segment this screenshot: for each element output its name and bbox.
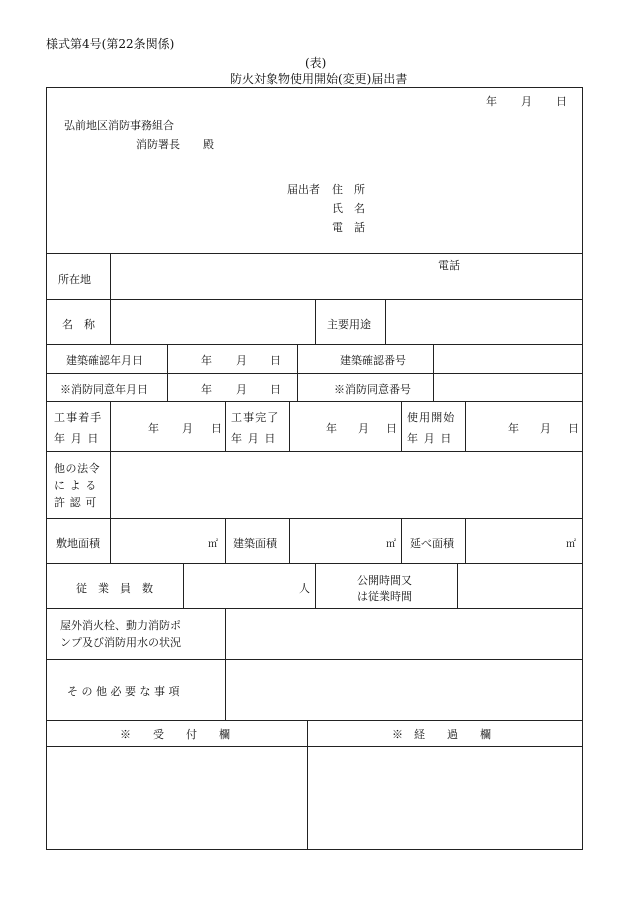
building-confirm-number-label: 建築確認番号 bbox=[340, 354, 406, 367]
building-area-label: 建築面積 bbox=[233, 537, 277, 550]
divider bbox=[465, 401, 466, 451]
fire-equipment-label-2: ンプ及び消防用水の状況 bbox=[60, 636, 181, 649]
construction-end-label-2: 年 月 日 bbox=[231, 432, 277, 445]
divider bbox=[307, 720, 308, 850]
people-unit: 人 bbox=[299, 582, 310, 595]
location-phone-label: 電話 bbox=[438, 259, 460, 272]
addressee-honorific: 殿 bbox=[203, 138, 214, 151]
other-law-label-2: に よ る bbox=[54, 479, 97, 492]
building-area-unit: ㎡ bbox=[386, 539, 396, 550]
divider bbox=[289, 401, 290, 451]
divider bbox=[401, 518, 402, 563]
main-use-label: 主要用途 bbox=[327, 318, 371, 331]
ymd-month: 月 bbox=[182, 422, 193, 435]
ymd-month: 月 bbox=[236, 383, 247, 396]
divider bbox=[315, 563, 316, 608]
divider bbox=[225, 608, 226, 720]
divider bbox=[167, 344, 168, 401]
divider bbox=[46, 608, 583, 609]
ymd-year: 年 bbox=[201, 383, 212, 396]
divider bbox=[225, 401, 226, 451]
public-hours-label: 公開時間又 bbox=[357, 574, 412, 587]
divider bbox=[401, 401, 402, 451]
employees-label: 従 業 員 数 bbox=[76, 582, 153, 595]
divider bbox=[297, 344, 298, 401]
divider bbox=[465, 518, 466, 563]
divider bbox=[46, 344, 583, 345]
divider bbox=[46, 659, 583, 660]
ymd-year: 年 bbox=[326, 422, 337, 435]
name-label: 名 称 bbox=[62, 318, 95, 331]
divider bbox=[46, 746, 583, 747]
use-start-label: 使用開始 bbox=[407, 411, 456, 424]
construction-end-label: 工事完了 bbox=[231, 411, 280, 424]
site-area-label: 敷地面積 bbox=[56, 537, 100, 550]
ymd-day: 日 bbox=[568, 422, 579, 435]
form-title: 防火対象物使用開始(変更)届出書 bbox=[230, 72, 408, 86]
floor-area-label: 延べ面積 bbox=[410, 537, 454, 550]
divider bbox=[315, 299, 316, 344]
divider bbox=[183, 563, 184, 608]
progress-label: ※ 経 過 欄 bbox=[392, 728, 491, 741]
notifier-label: 届出者 bbox=[287, 183, 320, 196]
building-confirm-date-label: 建築確認年月日 bbox=[66, 354, 143, 367]
divider bbox=[46, 720, 583, 721]
ymd-year: 年 bbox=[508, 422, 519, 435]
floor-area-unit: ㎡ bbox=[566, 539, 576, 550]
divider bbox=[46, 401, 583, 402]
divider bbox=[289, 518, 290, 563]
date-month: 月 bbox=[521, 95, 532, 108]
fire-equipment-label: 屋外消火栓、動力消防ポ bbox=[60, 619, 181, 632]
other-law-label: 他の法令 bbox=[54, 462, 101, 475]
notifier-address-label: 住 所 bbox=[332, 183, 365, 196]
ymd-month: 月 bbox=[358, 422, 369, 435]
divider bbox=[46, 518, 583, 519]
notifier-name-label: 氏 名 bbox=[332, 202, 365, 215]
construction-start-label: 工事着手 bbox=[54, 411, 103, 424]
divider bbox=[46, 451, 583, 452]
date-year: 年 bbox=[486, 95, 497, 108]
other-law-label-3: 許 認 可 bbox=[54, 496, 97, 509]
divider bbox=[46, 253, 583, 254]
divider bbox=[225, 518, 226, 563]
ymd-day: 日 bbox=[386, 422, 397, 435]
addressee-organization: 弘前地区消防事務組合 bbox=[64, 119, 174, 132]
construction-start-label-2: 年 月 日 bbox=[54, 432, 100, 445]
reception-label: ※ 受 付 欄 bbox=[120, 728, 230, 741]
ymd-day: 日 bbox=[270, 354, 281, 367]
other-matters-label: そ の 他 必 要 な 事 項 bbox=[67, 685, 180, 698]
divider bbox=[46, 373, 583, 374]
ymd-day: 日 bbox=[270, 383, 281, 396]
ymd-month: 月 bbox=[540, 422, 551, 435]
notifier-phone-label: 電 話 bbox=[332, 221, 365, 234]
divider bbox=[110, 253, 111, 345]
fire-consent-date-label: ※消防同意年月日 bbox=[60, 383, 148, 396]
form-number: 様式第4号(第22条関係) bbox=[46, 37, 175, 51]
site-area-unit: ㎡ bbox=[208, 539, 218, 550]
form-side: (表) bbox=[305, 56, 327, 70]
location-label: 所在地 bbox=[58, 273, 91, 286]
divider bbox=[457, 563, 458, 608]
fire-consent-number-label: ※消防同意番号 bbox=[334, 383, 411, 396]
divider bbox=[385, 299, 386, 344]
public-hours-label-2: は従業時間 bbox=[357, 590, 412, 603]
divider bbox=[110, 401, 111, 563]
divider bbox=[433, 344, 434, 401]
date-day: 日 bbox=[556, 95, 567, 108]
ymd-month: 月 bbox=[236, 354, 247, 367]
ymd-year: 年 bbox=[148, 422, 159, 435]
ymd-year: 年 bbox=[201, 354, 212, 367]
use-start-label-2: 年 月 日 bbox=[407, 432, 453, 445]
ymd-day: 日 bbox=[211, 422, 222, 435]
addressee-chief: 消防署長 bbox=[136, 138, 180, 151]
